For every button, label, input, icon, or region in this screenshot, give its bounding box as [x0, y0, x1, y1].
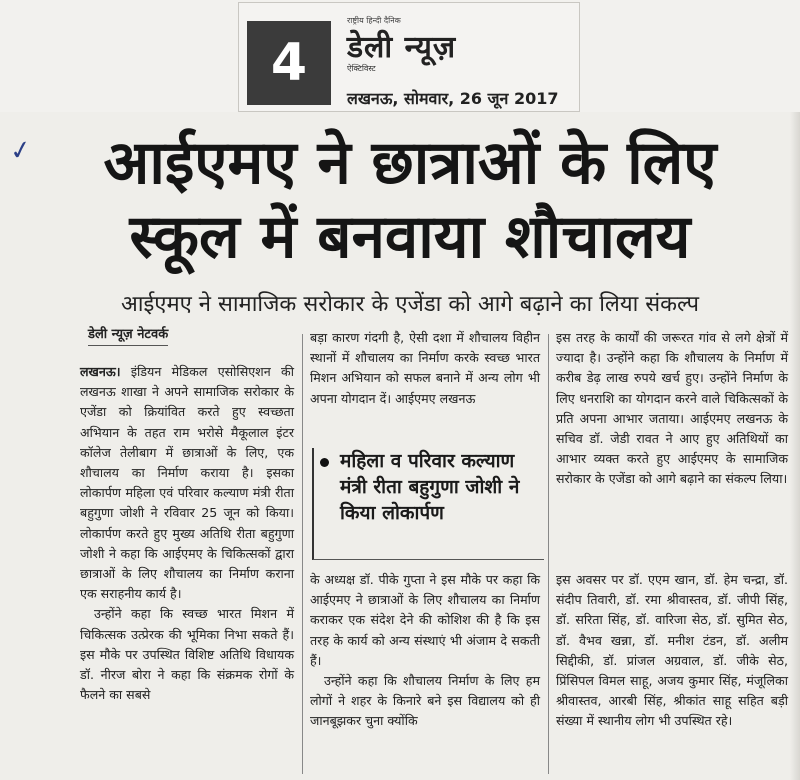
scan-edge-shadow: [790, 112, 800, 780]
bullet-icon: [320, 458, 329, 467]
article-clipping: [0, 112, 800, 780]
article-paragraph: [80, 362, 294, 604]
headline-line-1: आईएमए ने छात्राओं के लिए: [103, 128, 717, 198]
paragraph-text: इंडियन मेडिकल एसोसिएशन की लखनऊ शाखा ने अपने सामाजिक सरोकार के एजेंडा को क्रियांवित करते हुए स्वच्छता अभियान के तहत राम भरोसे मैकूलाल इंटर कॉलेज तेलीबाग में छात्राओं के लिए, एक शौचालय का निर्माण कराया है। इसका लोकार्पण महिला एवं परिवार कल्याण मंत्री रीता बहुगुणा जोशी ने रविवार 25 जून को किया। लोकार्पण करते हुए मुख्य अतिथि रीता बहुगुणा जोशी ने कहा कि आईएमए के चिकित्सकों द्वारा छात्राओं के लिए शौचालय का निर्माण कराना एक सराहनीय कार्य है।: [80, 364, 294, 602]
article-column-1: [80, 362, 294, 705]
article-column-3-top: इस तरह के कार्यों की जरूरत गांव से लगे क्षेत्रों में ज्यादा है। उन्होंने कहा कि शौचालय के निर्माण में करीब डेढ़ लाख रुपये खर्च हुए। उन्होंने निर्माण के लिए धनराशि का योगदान करने वाले चिकित्सकों के प्रति अपना आभार जताया। आईएमए लखनऊ के सचिव डॉ. जेडी रावत ने आए हुए अतिथियों का आभार व्यक्त करते हुए आईएमए के सामाजिक सरोकार के एजेंडा को आगे बढ़ाने का संकल्प लिया।: [556, 330, 788, 487]
article-paragraph: के अध्यक्ष डॉ. पीके गुप्ता ने इस मौके पर कहा कि आईएमए ने छात्राओं के लिए शौचालय का निर्माण कराकर एक संदेश देने की कोशिश की है कि इस तरह के कार्य को अन्य संस्थाएं भी अंजाम दे सकती हैं।: [310, 572, 540, 668]
byline: डेली न्यूज़ नेटवर्क: [88, 324, 168, 346]
article-column-2-bottom: [310, 570, 540, 732]
article-column-2-top: बड़ा कारण गंदगी है, ऐसी दशा में शौचालय विहीन स्थानों में शौचालय का निर्माण करके स्वच्छ भारत मिशन अभियान को सफल बनाने में अन्य लोग भी अपना योगदान दें। आईएमए लखनऊ: [310, 330, 540, 406]
pull-quote-text: महिला व परिवार कल्याण मंत्री रीता बहुगुणा जोशी ने किया लोकार्पण: [340, 450, 520, 524]
newspaper-masthead: [238, 2, 580, 112]
column-divider: [302, 334, 303, 774]
article-column-3-bottom: इस अवसर पर डॉ. एएम खान, डॉ. हेम चन्द्रा, डॉ. संदीप तिवारी, डॉ. रमा श्रीवास्तव, डॉ. जीपी सिंह, डॉ. सरिता सिंह, डॉ. वारिजा सेठ, डॉ. सुमित सेठ, डॉ. वैभव खन्ना, डॉ. मनीश टंडन, डॉ. अलीम सिद्दीकी, डॉ. प्रांजल अग्रवाल, डॉ. जीके सेठ, प्रिंसिपल विमल साहू, अजय कुमार सिंह, मंजूलिका श्रीवास्तव, आरबी सिंह, श्रीकांत साहू सहित बड़ी संख्या में स्थानीय लोग भी उपस्थित रहे।: [556, 572, 788, 729]
article-paragraph: उन्होंने कहा कि स्वच्छ भारत मिशन में चिकित्सक उत्प्रेरक की भूमिका निभा सकते हैं। इस मौके पर उपस्थित विशिष्ट अतिथि विधायक डॉ. नीरज बोरा ने कहा कि संक्रमक रोगों के फैलने का सबसे: [80, 606, 294, 703]
masthead-tagline: राष्ट्रीय हिन्दी दैनिक: [347, 16, 401, 25]
article-paragraph: उन्होंने कहा कि शौचालय निर्माण के लिए हम लोगों ने शहर के किनारे बने इस विद्यालय को ही जानबूझकर चुना क्योंकि: [310, 673, 540, 729]
column-divider: [548, 334, 549, 774]
dateline: लखनऊ, सोमवार, 26 जून 2017: [347, 89, 559, 108]
newspaper-name: डेली न्यूज़: [347, 30, 457, 65]
location-lead-in: लखनऊ।: [80, 364, 121, 379]
headline-line-2: स्कूल में बनवाया शौचालय: [129, 202, 691, 272]
page-number-box: 4: [247, 21, 331, 105]
pen-check-mark-icon: ✓: [7, 134, 35, 168]
subheadline: आईएमए ने सामाजिक सरोकार के एजेंडा को आगे बढ़ाने का लिया संकल्प: [121, 292, 699, 317]
masthead-subname: ऐक्टिविस्ट: [347, 64, 376, 73]
pull-quote-box: [312, 448, 544, 560]
